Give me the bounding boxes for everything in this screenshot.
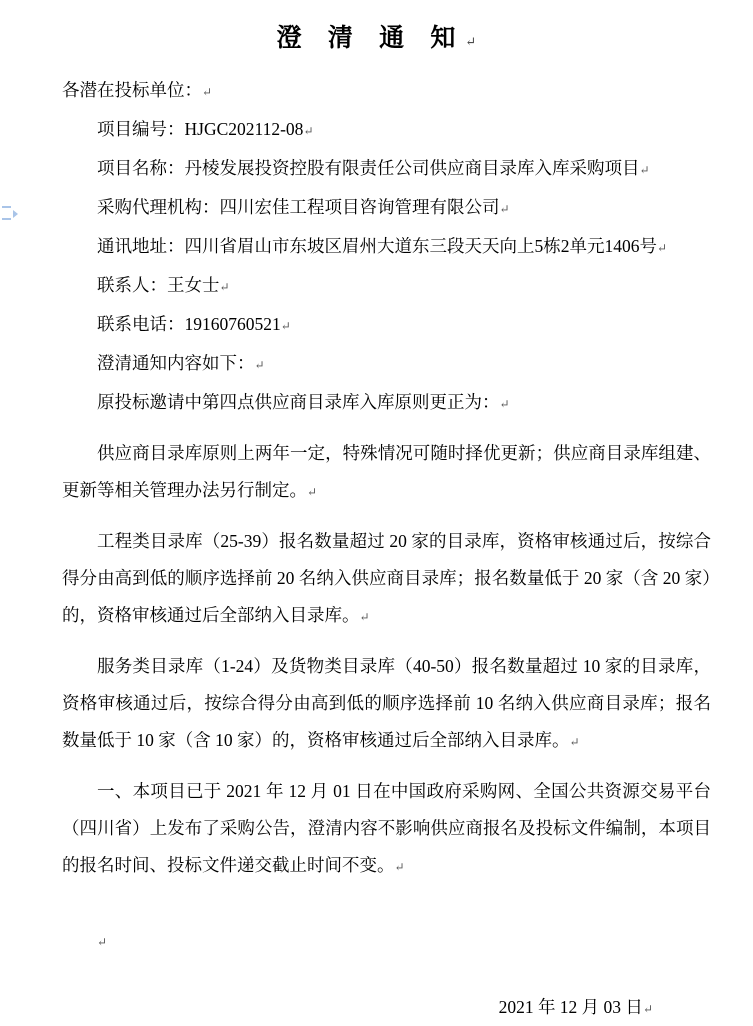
body-paragraph: [62, 773, 711, 886]
body-paragraph: [62, 523, 711, 636]
paragraph-mark-icon: ↵: [657, 241, 668, 255]
document-page: [0, 10, 753, 1017]
field-value: 四川宏佳工程项目咨询管理有限公司: [219, 197, 500, 217]
field-value: HJGC202112-08: [184, 119, 304, 139]
spacer: [62, 636, 711, 648]
spacer: [62, 761, 711, 773]
paragraph-mark-icon: ↵: [359, 610, 370, 624]
field-label: 采购代理机构：: [97, 197, 220, 217]
paragraph-mark-icon: ↵: [394, 860, 405, 874]
spacer: [62, 978, 711, 990]
left-margin-marks: [0, 206, 18, 236]
paragraph-mark-icon: ↵: [280, 319, 291, 333]
amendment-lead-text: 原投标邀请中第四点供应商目录库入库原则更正为：: [97, 392, 500, 412]
field-row: [62, 111, 711, 150]
body-paragraph-text: 一、本项目已于 2021 年 12 月 01 日在中国政府采购网、全国公共资源交易平台（四川省）上发布了采购公告，澄清内容不影响供应商报名及投标文件编制，本项目的报名时间、投标文件递交截止时间不变。: [62, 781, 711, 875]
signature-date-text: 2021 年 12 月 03 日: [498, 997, 643, 1017]
field-label: 项目名称：: [97, 158, 185, 178]
intro-text: 澄清通知内容如下：: [97, 353, 255, 373]
paragraph-mark-icon: ↵: [307, 485, 318, 499]
body-paragraph-text: 供应商目录库原则上两年一定，特殊情况可随时择优更新；供应商目录库组建、更新等相关管理办法另行制定。: [62, 443, 711, 500]
page-title-text: 澄 清 通 知: [276, 25, 466, 52]
salutation-line: [62, 72, 711, 111]
empty-paragraph: [62, 922, 711, 961]
field-value: 丹棱发展投资控股有限责任公司供应商目录库入库采购项目: [184, 158, 640, 178]
field-row: [62, 306, 711, 345]
signature-date: [62, 990, 711, 1026]
field-value: 王女士: [167, 275, 220, 295]
body-paragraph: [62, 648, 711, 761]
paragraph-mark-icon: ↵: [303, 124, 314, 138]
salutation-text: 各潜在投标单位：: [62, 80, 202, 100]
field-row: [62, 267, 711, 306]
paragraph-mark-icon: ↵: [499, 397, 510, 411]
spacer: [62, 886, 711, 904]
intro-line: [62, 345, 711, 384]
paragraph-mark-icon: ↵: [202, 85, 213, 99]
paragraph-mark-icon: ↵: [642, 1002, 653, 1016]
paragraph-mark-icon: ↵: [465, 34, 477, 49]
paragraph-mark-icon: ↵: [254, 358, 265, 372]
field-label: 联系电话：: [97, 314, 185, 334]
field-value: 四川省眉山市东坡区眉州大道东三段天天向上5栋2单元1406号: [184, 236, 657, 256]
body-paragraph: [62, 435, 711, 511]
document-body: [0, 72, 753, 1026]
spacer: [62, 511, 711, 523]
paragraph-mark-icon: ↵: [97, 934, 108, 949]
field-row: [62, 150, 711, 189]
page-title: [0, 10, 753, 54]
field-value: 19160760521: [184, 314, 281, 334]
field-label: 通讯地址：: [97, 236, 185, 256]
paragraph-mark-icon: ↵: [219, 280, 230, 294]
spacer: [62, 423, 711, 435]
field-row: [62, 189, 711, 228]
field-label: 联系人：: [97, 275, 167, 295]
body-paragraph-text: 工程类目录库（25-39）报名数量超过 20 家的目录库，资格审核通过后，按综合得分由高到低的顺序选择前 20 名纳入供应商目录库；报名数量低于 20 家（含 20 家）的，资格审核通过后全部纳入目录库。: [62, 531, 711, 625]
field-label: 项目编号：: [97, 119, 185, 139]
paragraph-mark-icon: ↵: [639, 163, 650, 177]
field-row: [62, 228, 711, 267]
body-paragraph-text: 服务类目录库（1-24）及货物类目录库（40-50）报名数量超过 10 家的目录库，资格审核通过后，按综合得分由高到低的顺序选择前 10 名纳入供应商目录库；报名数量低于 10 家（含 10 家）的，资格审核通过后全部纳入目录库。: [62, 656, 711, 750]
amendment-lead-line: [62, 384, 711, 423]
paragraph-mark-icon: ↵: [569, 735, 580, 749]
paragraph-mark-icon: ↵: [499, 202, 510, 216]
